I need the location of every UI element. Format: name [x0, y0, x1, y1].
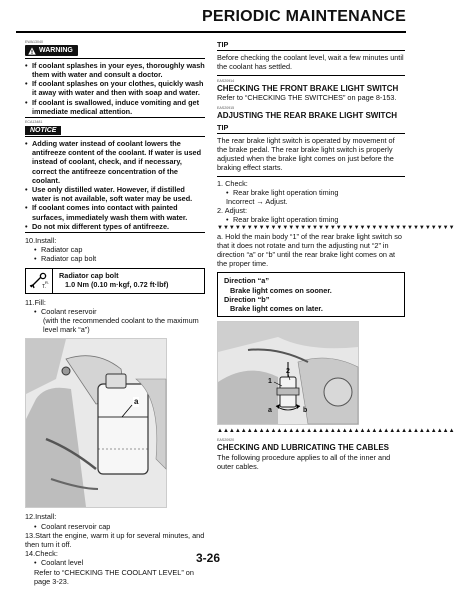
check-list — [217, 188, 405, 197]
step-label: 14.Check: — [25, 549, 58, 559]
check-result: Incorrect → Adjust. — [226, 197, 288, 207]
wrench-icon — [26, 269, 53, 293]
check-label: 1. Check: — [217, 178, 248, 188]
list-item: • Coolant reservoir — [34, 307, 205, 316]
list-item: • Rear brake light operation timing — [226, 215, 405, 224]
torque-name: Radiator cap bolt — [59, 270, 119, 280]
divider — [25, 117, 205, 118]
list-item: • Adding water instead of coolant lowers the antifreeze content of the coolant. If water is used instead of coolant, check, and if necessary, correct the antifreeze concentration of the coolant. — [25, 139, 205, 185]
figure-label-a: a — [134, 397, 139, 407]
figure-label-2: 2 — [286, 368, 290, 376]
section-heading: CHECKING AND LUBRICATING THE CABLES — [217, 443, 389, 453]
step-11 — [25, 298, 205, 335]
torque-text — [53, 269, 174, 293]
step-reference: Refer to “CHECKING THE COOLANT LEVEL” on page 3-23. — [34, 567, 194, 586]
procedure-end-marker: ▲▲▲▲▲▲▲▲▲▲▲▲▲▲▲▲▲▲▲▲▲▲▲▲▲▲▲▲▲▲▲▲▲▲▲▲▲▲▲▲ — [217, 428, 455, 435]
section-code: EAS20920 — [217, 438, 235, 443]
adjust-label: 2. Adjust: — [217, 206, 248, 216]
direction-a-label: Direction “a” — [224, 276, 270, 286]
brake-switch-figure — [217, 321, 359, 425]
page-title: PERIODIC MAINTENANCE — [201, 8, 406, 25]
list-item: • Radiator cap bolt — [34, 254, 205, 263]
warning-triangle-icon — [28, 47, 36, 55]
list-item: • Do not mix different types of antifreeze. — [25, 222, 205, 231]
tip-text: The rear brake light switch is operated by movement of the brake pedal. The rear brake light switch is properly adjusted when the brake light comes on just before the braking effect starts. — [217, 135, 395, 173]
svg-text:T.: T. — [42, 283, 46, 290]
coolant-reservoir-figure — [25, 338, 167, 508]
torque-spec-box — [25, 268, 205, 294]
notice-list — [25, 139, 205, 231]
list-item: • If coolant splashes on your clothes, quickly wash it away with water and then with soap and water. — [25, 79, 205, 97]
warning-list — [25, 61, 205, 116]
warning-code: EWA13040 — [25, 40, 44, 44]
step-label: 12.Install: — [25, 512, 57, 522]
section-text: Refer to “CHECKING THE SWITCHES” on page 8-153. — [217, 93, 397, 103]
step-12 — [25, 512, 205, 530]
header-rule — [16, 31, 406, 33]
divider — [25, 136, 205, 137]
coolant-reservoir-illustration — [26, 339, 166, 507]
figure-label-b: b — [303, 407, 308, 415]
list-item: • Use only distilled water. However, if distilled water is not available, soft water may be used. — [25, 185, 205, 203]
step-note: (with the recommended coolant to the maximum level mark “a”) — [43, 315, 199, 335]
divider — [25, 232, 205, 233]
tip-label: TIP — [217, 122, 229, 132]
tip-text: Before checking the coolant level, wait a few minutes until the coolant has settled. — [217, 53, 404, 72]
step-13: 13.Start the engine, warm it up for several minutes, and then turn it off. — [25, 530, 205, 549]
direction-a-text: Brake light comes on sooner. — [230, 285, 332, 295]
torque-value: 1.0 Nm (0.10 m·kgf, 0.72 ft·lbf) — [65, 279, 169, 289]
left-column — [25, 40, 205, 586]
section-code: EAS20915 — [217, 106, 235, 111]
figure-label-a: a — [268, 407, 272, 415]
warning-badge — [25, 45, 78, 56]
list-item: • If coolant is swallowed, induce vomiting and get immediate medical attention. — [25, 98, 205, 116]
divider — [25, 58, 205, 59]
page-number: 3-26 — [195, 551, 221, 565]
list-item: • If coolant comes into contact with painted surfaces, immediately wash them with water. — [25, 203, 205, 221]
section-heading: ADJUSTING THE REAR BRAKE LIGHT SWITCH — [217, 111, 397, 121]
step-list — [25, 307, 205, 316]
direction-b-label: Direction “b” — [224, 294, 270, 304]
divider — [217, 75, 405, 76]
list-item: • If coolant splashes in your eyes, thoroughly wash them with water and consult a doctor. — [25, 61, 205, 79]
step-label: 10.Install: — [25, 235, 57, 245]
procedure-step-a: a. Hold the main body “1” of the rear brake light switch so that it does not rotate and turn the adjusting nut “2” in direction “a” or “b” until the rear brake light comes on at the proper time. — [217, 231, 402, 269]
section-text: The following procedure applies to all of the inner and outer cables. — [217, 452, 391, 471]
step-list — [25, 245, 205, 263]
list-item: • Rear brake light operation timing — [226, 188, 405, 197]
tip-label: TIP — [217, 40, 229, 49]
divider — [217, 50, 405, 51]
warning-label: WARNING — [39, 47, 73, 54]
step-label: 11.Fill: — [25, 297, 46, 307]
notice-badge: NOTICE — [25, 126, 61, 135]
step-list — [25, 522, 205, 531]
divider — [217, 133, 405, 134]
direction-b-text: Brake light comes on later. — [230, 304, 323, 314]
svg-text:R.: R. — [45, 279, 49, 285]
adjust-list — [217, 215, 405, 224]
right-column — [217, 40, 455, 471]
list-item: • Coolant level — [34, 558, 205, 567]
list-item: • Radiator cap — [34, 245, 205, 254]
section-heading: CHECKING THE FRONT BRAKE LIGHT SWITCH — [217, 83, 399, 93]
figure-label-1: 1 — [268, 378, 272, 386]
procedure-start-marker: ▼▼▼▼▼▼▼▼▼▼▼▼▼▼▼▼▼▼▼▼▼▼▼▼▼▼▼▼▼▼▼▼▼▼▼▼▼▼▼▼ — [217, 224, 455, 231]
list-item: • Coolant reservoir cap — [34, 522, 205, 531]
direction-box — [217, 272, 405, 317]
divider — [217, 176, 405, 177]
step-10 — [25, 236, 205, 264]
section-code: EAS20914 — [217, 78, 235, 83]
notice-code: ECA13481 — [25, 119, 43, 124]
